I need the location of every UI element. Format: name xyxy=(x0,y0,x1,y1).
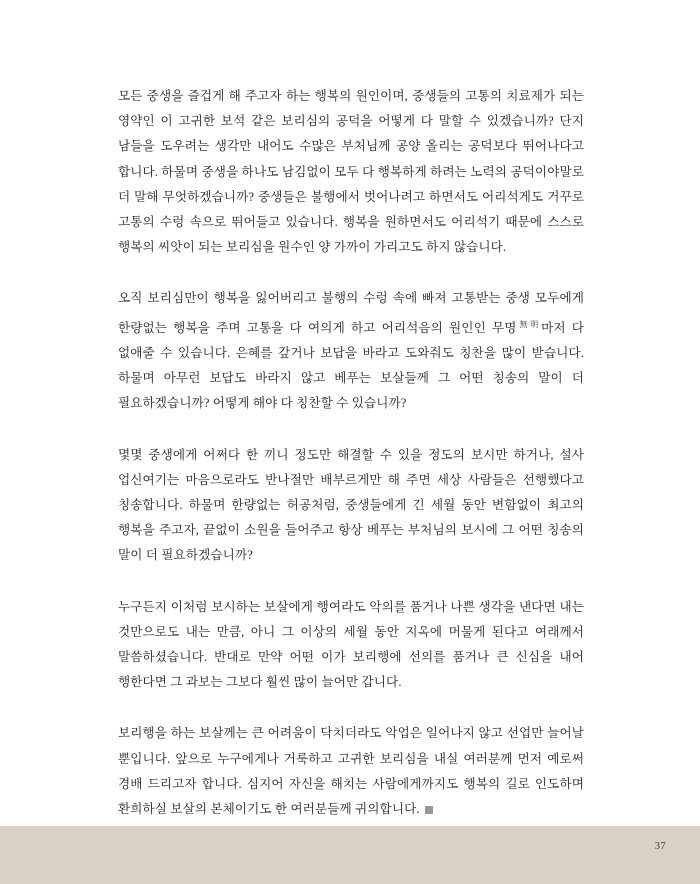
paragraph-5-text: 보리행을 하는 보살께는 큰 어려움이 닥치더라도 악업은 일어나지 않고 선업만 늘어날 뿐입니다. 앞으로 누구에게나 거룩하고 고귀한 보리심을 내실 여러분께 먼저 예로써 경배 드리고자 합니다. 심지어 자신을 해치는 사람에게까지도 행복의 길로 인도하며 환희하실 보살의 본체이기도 한 여러분들께 귀의합니다. xyxy=(118,726,584,817)
paragraph-3: 몇몇 중생에게 어쩌다 한 끼니 정도만 해결할 수 있을 정도의 보시만 하거나, 설사 업신여기는 마음으로라도 반나절만 배부르게만 해 주면 세상 사람들은 선행했다고 칭송합니다. 하물며 한량없는 허공처럼, 중생들에게 긴 세월 동안 변함없이 최고의 행복을 주고자, 끝없이 소원을 들어주고 항상 베푸는 부처님의 보시에 그 어떤 칭송의 말이 더 필요하겠습니까? xyxy=(118,447,584,563)
paragraph-2-text-before: 오직 보리심만이 행복을 잃어버리고 불행의 수렁 속에 빠져 고통받는 중생 모두에게 한량없는 행복을 주며 고통을 다 여의게 하고 어리석음의 원인인 무명 xyxy=(118,291,584,335)
paragraph-2-text-after: 마저 다 없애줄 수 있습니다. 은혜를 갚거나 보답을 바라고 도와줘도 칭찬을 많이 받습니다. 하물며 아무런 보답도 바라지 않고 베푸는 보살들께 그 어떤 칭송의 말이 더 필요하겠습니까? 어떻게 해야 다 칭찬할 수 있습니까? xyxy=(118,320,585,411)
paragraph-2-ruby-annotation: 無明 xyxy=(516,319,542,329)
footer-band xyxy=(0,826,700,884)
paragraph-2 xyxy=(118,286,584,416)
paragraph-4: 누구든지 이처럼 보시하는 보살에게 행여라도 악의를 품거나 나쁜 생각을 낸다면 내는 것만으로도 내는 만큼, 아니 그 이상의 세월 동안 지옥에 머물게 된다고 여래께서 말씀하셨습니다. 반대로 만약 어떤 이가 보리행에 선의를 품거나 큰 신심을 내어 행한다면 그 과보는 그보다 훨씬 많이 늘어만 갑니다. xyxy=(118,599,584,690)
page-body xyxy=(118,84,584,822)
end-of-section-marker xyxy=(425,806,433,814)
paragraph-5 xyxy=(118,721,584,822)
page-number: 37 xyxy=(654,841,666,852)
paragraph-1: 모든 중생을 즐겁게 해 주고자 하는 행복의 원인이며, 중생들의 고통의 치료제가 되는 영약인 이 고귀한 보석 같은 보리심의 공덕을 어떻게 다 말할 수 있겠습니까? 단지 남들을 도우려는 생각만 내어도 수많은 부처님께 공양 올리는 공덕보다 뛰어나다고 합니다. 하물며 중생을 하나도 남김없이 모두 다 행복하게 하려는 노력의 공덕이야말로 더 말해 무엇하겠습니까? 중생들은 불행에서 벗어나려고 하면서도 어리석게도 거꾸로 고통의 수렁 속으로 뛰어들고 있습니다. 행복을 원하면서도 어리석기 때문에 스스로 행복의 씨앗이 되는 보리심을 원수인 양 가까이 가리고도 하지 않습니다. xyxy=(118,89,584,255)
